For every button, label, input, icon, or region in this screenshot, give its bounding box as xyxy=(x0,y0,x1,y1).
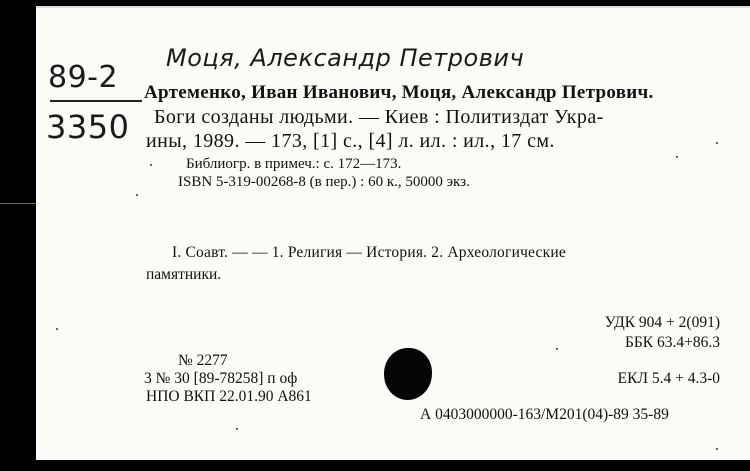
udk-code: УДК 904 + 2(091) xyxy=(604,314,720,331)
bibliography-note: Библиогр. в примеч.: с. 172—173. xyxy=(186,156,402,172)
speck-icon xyxy=(716,142,718,144)
ekl-code: ЕКЛ 5.4 + 4.3-0 xyxy=(617,370,720,387)
order-line: 3 № 30 [89-78258] п оф xyxy=(144,370,298,387)
call-number-top: 89-2 xyxy=(48,60,119,95)
subjects-line-1: I. Соавт. — — 1. Религия — История. 2. Археологические xyxy=(172,244,566,261)
isbn-line: ISBN 5-319-00268-8 (в пер.) : 60 к., 50000 экз. xyxy=(178,174,470,190)
call-number-divider xyxy=(50,100,142,102)
card-number: № 2277 xyxy=(178,352,228,369)
publisher-code: А 0403000000-163/М201(04)-89 35-89 xyxy=(420,406,669,423)
npo-line: НПО ВКП 22.01.90 A861 xyxy=(146,388,312,405)
title-line-2: ины, 1989. — 173, [1] с., [4] л. ил. : ил., 17 см. xyxy=(146,130,555,152)
bbk-code: ББК 63.4+86.3 xyxy=(624,334,720,351)
call-number-bottom: 3350 xyxy=(46,108,130,146)
card-edge-mark xyxy=(0,203,36,204)
catalog-card xyxy=(36,6,750,460)
speck-icon xyxy=(56,328,58,330)
speck-icon xyxy=(716,448,718,450)
speck-icon xyxy=(556,348,558,350)
author-heading: Артеменко, Иван Иванович, Моця, Александр Петрович. xyxy=(144,82,654,103)
subjects-line-2: памятники. xyxy=(146,266,222,283)
speck-icon xyxy=(136,194,138,196)
speck-icon xyxy=(676,156,678,158)
speck-icon xyxy=(236,428,238,430)
speck-icon xyxy=(150,164,152,166)
handwritten-name: Моця, Александр Петрович xyxy=(166,44,525,72)
title-line-1: Боги созданы людьми. — Киев : Политиздат Укра- xyxy=(154,106,604,128)
ink-blot-icon xyxy=(384,348,432,400)
